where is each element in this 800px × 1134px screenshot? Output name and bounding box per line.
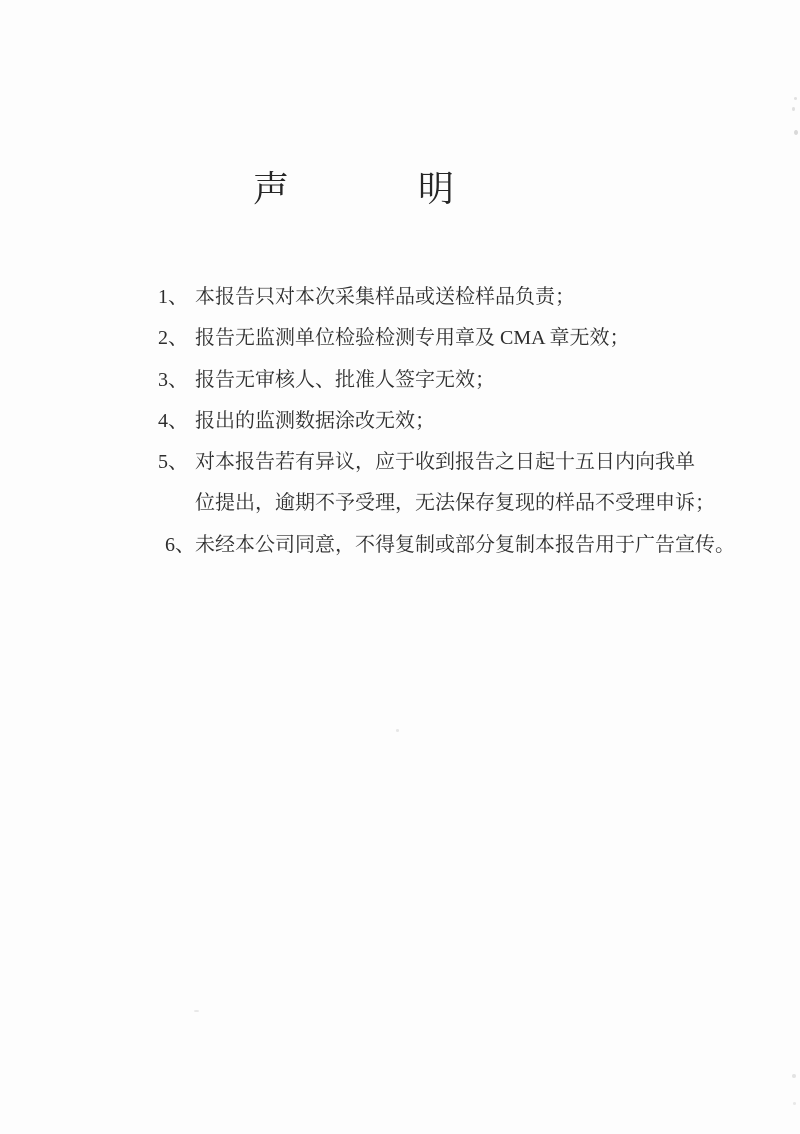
- scan-speck: [793, 1102, 796, 1105]
- item-text: [195, 277, 688, 318]
- item-text: [195, 401, 688, 442]
- title-char-right: 明: [418, 169, 455, 209]
- statement-line: 本报告只对本次采集样品或送检样品负责；: [195, 286, 575, 308]
- statement-line: 报告无监测单位检验检测专用章及 CMA 章无效；: [195, 327, 630, 350]
- scan-speck: [194, 1010, 199, 1012]
- item-text: [195, 360, 688, 401]
- statement-list: [158, 277, 735, 566]
- item-text: [195, 525, 735, 566]
- statement-line: 报告无审核人、批准人签字无效；: [195, 368, 495, 391]
- item-number: 4、: [158, 409, 188, 432]
- statement-item: [158, 525, 735, 566]
- scan-speck: [396, 729, 399, 732]
- page-title: [253, 170, 454, 208]
- item-text: [195, 318, 688, 359]
- item-number: 3、: [158, 368, 188, 391]
- statement-line: 对本报告若有异议，应于收到报告之日起十五日内向我单: [195, 451, 695, 474]
- item-number: 6、: [165, 533, 195, 556]
- statement-line: 位提出，逾期不予受理，无法保存复现的样品不受理申诉；: [195, 492, 715, 515]
- statement-item: [158, 401, 688, 442]
- item-number: 1、: [158, 286, 188, 308]
- scan-speck: [794, 97, 797, 100]
- statement-item: [158, 318, 688, 359]
- statement-line: 未经本公司同意，不得复制或部分复制本报告用于广告宣传。: [195, 533, 735, 556]
- statement-item: [158, 360, 688, 401]
- scan-speck: [792, 107, 795, 111]
- item-number: 5、: [158, 451, 188, 474]
- scan-speck: [794, 130, 798, 135]
- statement-item: [158, 277, 688, 318]
- item-number: 2、: [158, 327, 188, 350]
- statement-line: 报出的监测数据涂改无效；: [195, 409, 435, 432]
- title-char-left: 声: [253, 169, 290, 209]
- item-text: [195, 442, 715, 525]
- scan-speck: [792, 1074, 796, 1078]
- statement-item: [158, 442, 715, 525]
